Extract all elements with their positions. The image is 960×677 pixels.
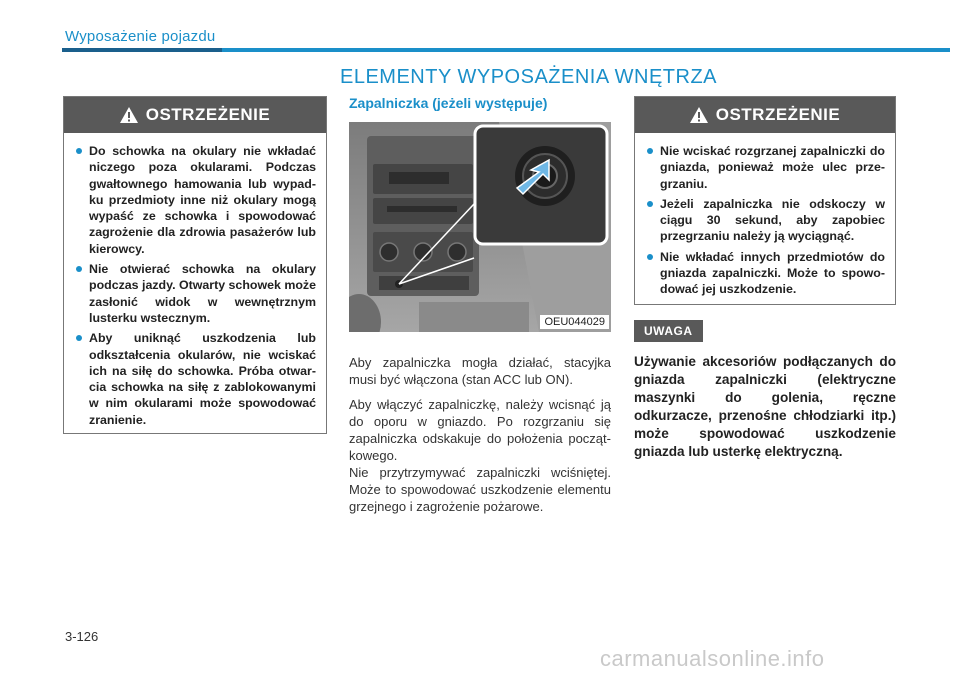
warning-box-left — [63, 96, 327, 434]
page-number: 3-126 — [65, 629, 99, 644]
bullet-icon — [76, 335, 82, 341]
bullet-icon — [76, 148, 82, 154]
body-paragraph: Aby zapalniczka mogła działać, stacyjka musi być włączona (stan ACC lub ON). — [349, 355, 611, 387]
section-title: Wyposażenie pojazdu — [65, 28, 216, 45]
bullet-icon — [647, 254, 653, 260]
warning-triangle-icon — [120, 107, 138, 123]
warning-title: OSTRZEŻENIE — [145, 105, 271, 124]
cigarette-lighter-photo — [349, 122, 611, 332]
warning-item: Do schowka na okulary nie wkładać niczego poza okularami. Podczas gwałtownego hamowania lub wypadku przedmioty inne niż okulary mogą wypaść ze schowka i spowodować zagrożenie dla zdrowia pasażerów lub kierowcy. — [76, 143, 316, 257]
warning-title: OSTRZEŻENIE — [715, 105, 841, 124]
warning-triangle-icon — [690, 107, 708, 123]
warning-header — [64, 97, 326, 133]
warning-item: Nie wciskać rozgrzanej zapalniczki do gniazda, ponieważ może ulec przegrzaniu. — [647, 143, 885, 192]
image-code: OEU044029 — [540, 315, 609, 329]
chapter-title: ELEMENTY WYPOSAŻENIA WNĘTRZA — [340, 66, 718, 88]
bullet-icon — [647, 201, 653, 207]
warning-box-right — [634, 96, 896, 305]
warning-item: Nie otwierać schowka na okulary podczas jazdy. Otwarty schowek może zasłonić widok w wewnętrznym lusterku wstecznym. — [76, 261, 316, 326]
watermark: carmanualsonline.info — [600, 646, 825, 671]
body-paragraph: Aby włączyć zapalniczkę, należy wcisnąć ją do oporu w gniazdo. Po rozgrzaniu się zapalniczka odskakuje do położenia początkowego. — [349, 397, 611, 463]
notice-badge: UWAGA — [634, 320, 703, 342]
warning-item: Aby uniknąć uszkodzenia lub odkształcenia okularów, nie wciskać ich na siłę do schowka. Próba otwarcia schowka na siłę z zablokowanymi w nim okularami może spowodować zranienie. — [76, 330, 316, 428]
dashboard-illustration — [349, 122, 611, 332]
warning-item: Jeżeli zapalniczka nie odskoczy w ciągu 30 sekund, aby zapobiec przegrzaniu należy ją wyciągnąć. — [647, 196, 885, 245]
body-paragraph: Nie przytrzymywać zapalniczki wciśniętej. Może to spowodować uszkodzenie elementu grzejnego i zagrożenie pożarowe. — [349, 465, 611, 514]
notice-text: Używanie akcesoriów podłączanych do gniazda zapalniczki (elektryczne maszynki do golenia, ręczne odkurzacze, przenośne chłodziarki itp.) może spowodować uszkodzenie gniazda lub usterkę elektryczną. — [634, 354, 896, 459]
header-rule-accent — [62, 48, 222, 52]
warning-item: Nie wkładać innych przedmiotów do gniazda zapalniczki. Może to spowodować jej uszkodzenie. — [647, 249, 885, 298]
warning-header — [635, 97, 895, 133]
bullet-icon — [647, 148, 653, 154]
cigarette-lighter-heading: Zapalniczka (jeżeli występuje) — [349, 95, 548, 111]
bullet-icon — [76, 266, 82, 272]
